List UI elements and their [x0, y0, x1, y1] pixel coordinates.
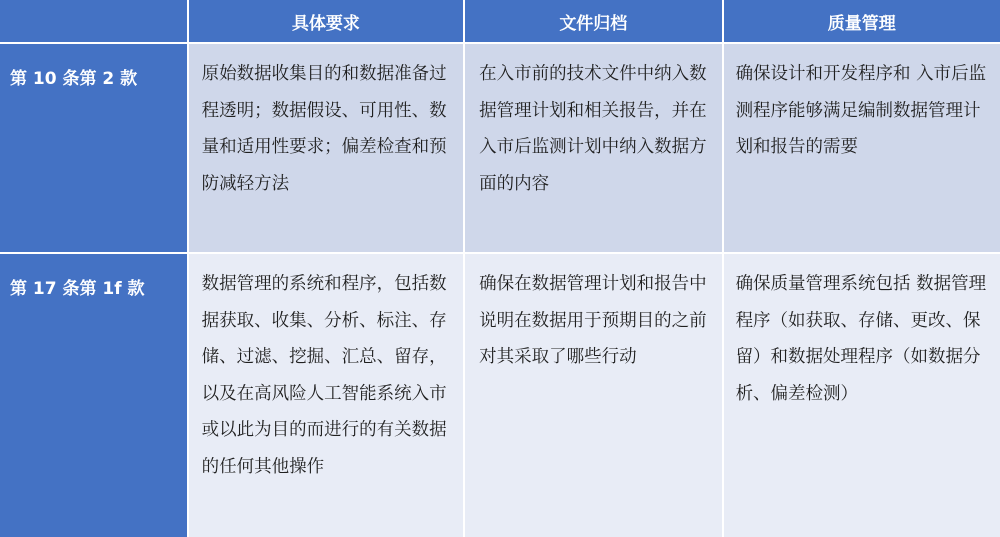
documentation-cell: [465, 44, 721, 252]
header-quality: 质量管理: [724, 0, 1000, 42]
row-article-label: 第 17 条第 1f 款: [0, 254, 187, 537]
requirement-text: 原始数据收集目的和数据准备过程透明；数据假设、可用性、数量和适用性要求；偏差检查和预防减轻方法: [201, 64, 447, 194]
quality-cell: [724, 44, 1000, 252]
documentation-cell: [465, 254, 721, 537]
quality-text: 确保设计和开发程序和 入市后监测程序能够满足编制数据管理计划和报告的需要: [735, 64, 987, 157]
header-corner-cell: [0, 0, 187, 42]
header-requirement: 具体要求: [189, 0, 463, 42]
documentation-text: 确保在数据管理计划和报告中说明在数据用于预期目的之前对其采取了哪些行动: [479, 274, 707, 367]
requirement-cell: [189, 44, 463, 252]
documentation-text: 在入市前的技术文件中纳入数据管理计划和相关报告，并在入市后监测计划中纳入数据方面的内容: [479, 64, 707, 194]
table-header-row: [0, 0, 1000, 42]
quality-cell: [724, 254, 1000, 537]
table-row: [0, 254, 1000, 537]
header-documentation: 文件归档: [465, 0, 721, 42]
table-row: [0, 44, 1000, 252]
requirement-cell: [189, 254, 463, 537]
row-article-label: 第 10 条第 2 款: [0, 44, 187, 252]
quality-text: 确保质量管理系统包括 数据管理程序（如获取、存储、更改、保留）和数据处理程序（如数据分析、偏差检测）: [735, 274, 987, 404]
requirement-text: 数据管理的系统和程序，包括数据获取、收集、分析、标注、存储、过滤、挖掘、汇总、留存，以及在高风险人工智能系统入市或以此为目的而进行的有关数据的任何其他操作: [201, 274, 447, 477]
